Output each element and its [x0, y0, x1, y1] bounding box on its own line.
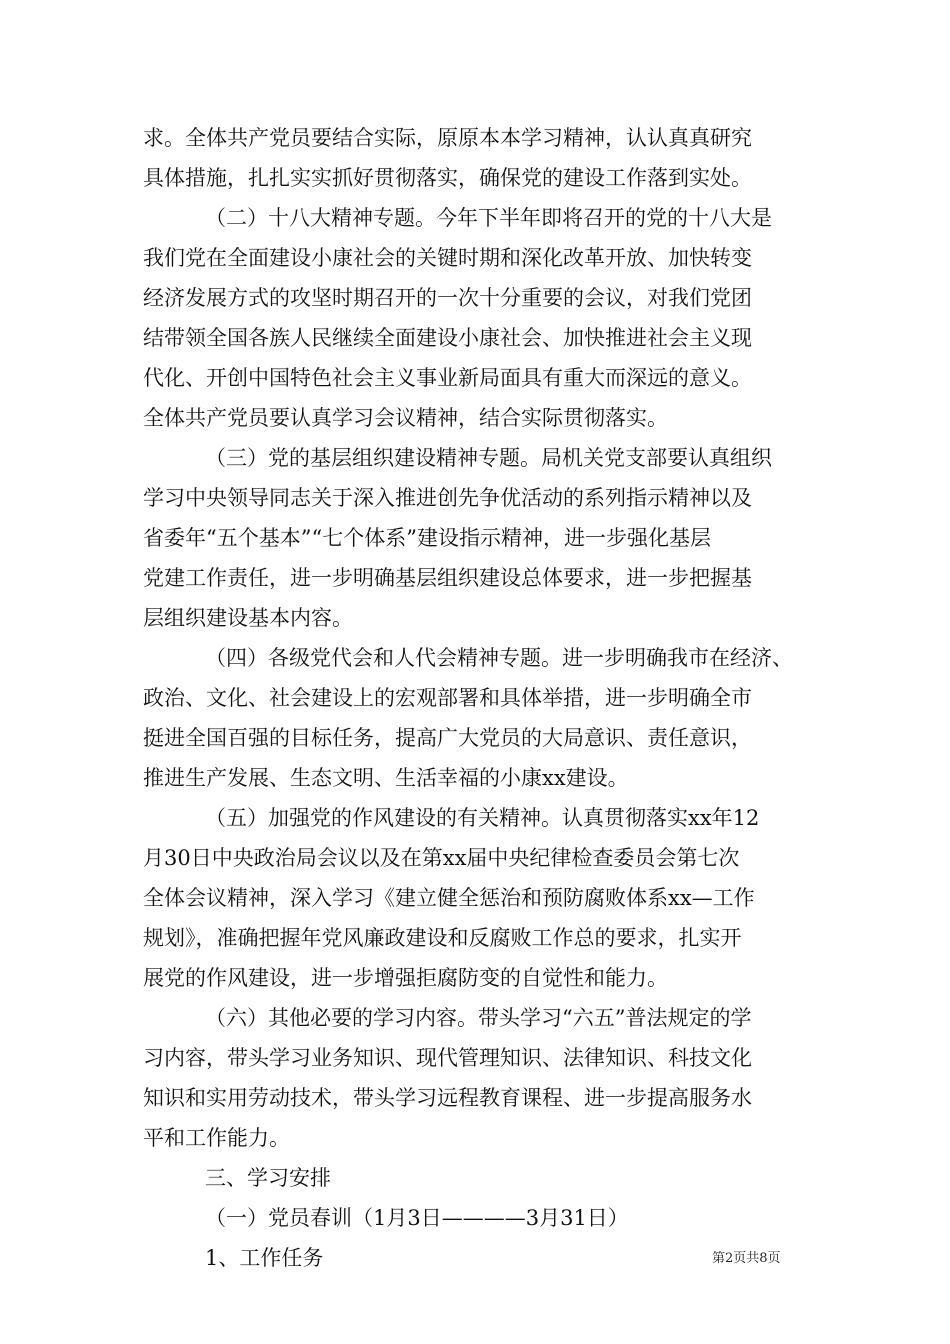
text-line: 我们党在全面建设小康社会的关键时期和深化改革开放、加快转变 — [143, 246, 752, 270]
text-line: （一）党员春训（1月3日————3月31日） — [205, 1206, 629, 1230]
text-line: 展党的作风建设，进一步增强拒腐防变的自觉性和能力。 — [143, 966, 668, 990]
text-line: （六）其他必要的学习内容。带头学习“六五”普法规定的学 — [205, 1006, 752, 1030]
text-line: 平和工作能力。 — [143, 1126, 290, 1150]
text-line: 政治、文化、社会建设上的宏观部署和具体举措，进一步明确全市 — [143, 686, 752, 710]
text-line: （五）加强党的作风建设的有关精神。认真贯彻落实xx年12 — [205, 806, 760, 830]
text-line: 党建工作责任，进一步明确基层组织建设总体要求，进一步把握基 — [143, 566, 752, 590]
text-line: （四）各级党代会和人代会精神专题。进一步明确我市在经济、 — [205, 646, 793, 670]
page-number: 第2页共8页 — [712, 1251, 781, 1266]
text-line: 知识和实用劳动技术，带头学习远程教育课程、进一步提高服务水 — [143, 1086, 752, 1110]
text-line: 结带领全国各族人民继续全面建设小康社会、加快推进社会主义现 — [143, 326, 752, 350]
text-line: 挺进全国百强的目标任务，提高广大党员的大局意识、责任意识， — [143, 726, 752, 750]
text-line: 推进生产发展、生态文明、生活幸福的小康xx建设。 — [143, 766, 629, 790]
text-line: 全体共产党员要认真学习会议精神，结合实际贯彻落实。 — [143, 406, 668, 430]
document-body — [143, 118, 823, 1278]
text-line: 全体会议精神，深入学习《建立健全惩治和预防腐败体系xx—工作 — [143, 886, 755, 910]
text-line: 1、工作任务 — [205, 1246, 324, 1270]
text-line: 学习中央领导同志关于深入推进创先争优活动的系列指示精神以及 — [143, 486, 752, 510]
text-line: 代化、开创中国特色社会主义事业新局面具有重大而深远的意义。 — [143, 366, 752, 390]
text-line: 规划》，准确把握年党风廉政建设和反腐败工作总的要求，扎实开 — [143, 926, 742, 950]
text-line: 经济发展方式的攻坚时期召开的一次十分重要的会议，对我们党团 — [143, 286, 752, 310]
text-line: 三、学习安排 — [205, 1166, 331, 1190]
text-line: （二）十八大精神专题。今年下半年即将召开的党的十八大是 — [205, 206, 772, 230]
text-line: 月30日中央政治局会议以及在第xx届中央纪律检查委员会第七次 — [143, 846, 740, 870]
text-line: 具体措施，扎扎实实抓好贯彻落实，确保党的建设工作落到实处。 — [143, 166, 752, 190]
text-line: 求。全体共产党员要结合实际，原原本本学习精神，认认真真研究 — [143, 126, 752, 150]
text-line: 习内容，带头学习业务知识、现代管理知识、法律知识、科技文化 — [143, 1046, 752, 1070]
text-line: 层组织建设基本内容。 — [143, 606, 353, 630]
text-line: （三）党的基层组织建设精神专题。局机关党支部要认真组织 — [205, 446, 772, 470]
text-line: 省委年“五个基本”“七个体系”建设指示精神，进一步强化基层 — [143, 526, 711, 550]
